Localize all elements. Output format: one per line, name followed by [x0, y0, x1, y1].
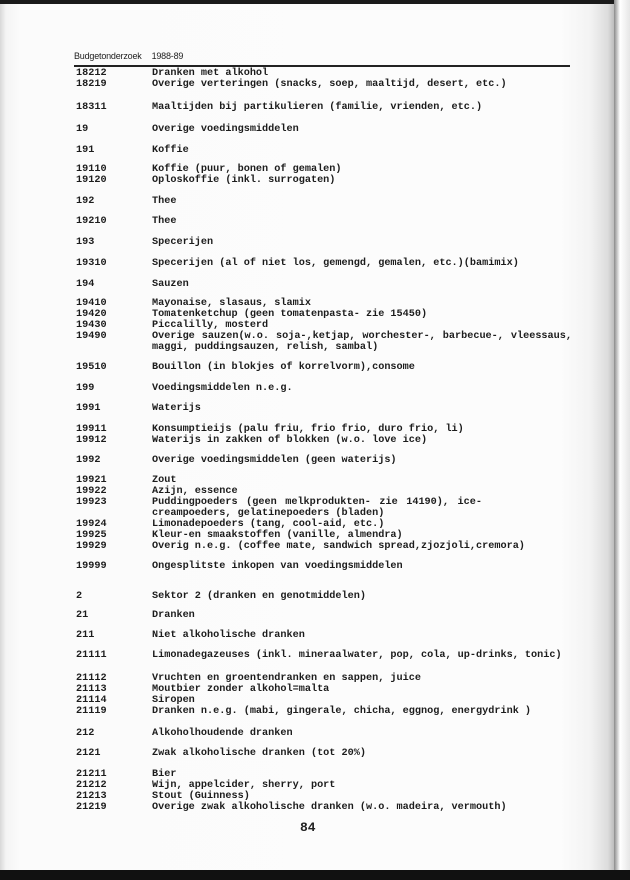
item-code: 2121 — [76, 748, 101, 759]
item-code: 199 — [76, 383, 95, 394]
document-page — [0, 4, 614, 874]
item-description: Moutbier zonder alkohol=malta — [152, 684, 330, 695]
item-description: Thee — [152, 196, 177, 207]
item-code: 194 — [76, 279, 95, 290]
item-description: Siropen — [152, 695, 195, 706]
item-code: 193 — [76, 237, 95, 248]
item-description: Bier — [152, 769, 177, 780]
header-title: Budgetonderzoek — [74, 51, 142, 61]
item-code: 19929 — [76, 541, 107, 552]
item-code: 1991 — [76, 403, 101, 414]
item-description: Dranken n.e.g. (mabi, gingerale, chicha, eggnog, energydrink ) — [152, 706, 532, 717]
item-code: 21119 — [76, 706, 107, 717]
item-description: Piccalilly, mosterd — [152, 320, 269, 331]
item-description: Limonadepoeders (tang, cool-aid, etc.) — [152, 519, 385, 530]
item-description: Kleur-en smaakstoffen (vanille, almendra) — [152, 530, 403, 541]
item-description: Overige voedingsmiddelen (geen waterijs) — [152, 455, 397, 466]
item-description: Sektor 2 (dranken en genotmiddelen) — [152, 591, 366, 602]
item-code: 19924 — [76, 519, 107, 530]
item-description: Zout — [152, 475, 177, 486]
item-code: 2 — [76, 591, 83, 602]
item-code: 18311 — [76, 102, 107, 113]
item-code: 19922 — [76, 486, 107, 497]
item-description: Bouillon (in blokjes of korrelvorm),consome — [152, 362, 415, 373]
item-code: 21211 — [76, 769, 107, 780]
item-description: Vruchten en groentendranken en sappen, juice — [152, 673, 421, 684]
item-code: 21112 — [76, 673, 107, 684]
item-code: 19911 — [76, 424, 107, 435]
item-description: Dranken — [152, 610, 195, 621]
item-description: Dranken met alkohol — [152, 68, 269, 79]
item-description: Stout (Guinness) — [152, 791, 250, 802]
item-description: Puddingpoeders (geen melkprodukten- zie 14190), ice-creampoeders, gelatinepoeders (bladen) — [152, 497, 482, 519]
item-description: Wijn, appelcider, sherry, port — [152, 780, 336, 791]
item-code: 191 — [76, 145, 95, 156]
item-description: Oploskoffie (inkl. surrogaten) — [152, 175, 336, 186]
item-description: Limonadegazeuses (inkl. mineraalwater, pop, cola, up-drinks, tonic) — [152, 650, 562, 661]
item-code: 21111 — [76, 650, 107, 661]
item-code: 19410 — [76, 298, 107, 309]
scan-border — [0, 870, 630, 880]
item-description: Ongesplitste inkopen van voedingsmiddelen — [152, 561, 403, 572]
item-description: Specerijen — [152, 237, 214, 248]
item-description: Sauzen — [152, 279, 189, 290]
item-code: 1992 — [76, 455, 101, 466]
item-description: Waterijs in zakken of blokken (w.o. love ice) — [152, 435, 428, 446]
item-code: 19921 — [76, 475, 107, 486]
item-code: 212 — [76, 728, 95, 739]
item-description: Maaltijden bij partikulieren (familie, vrienden, etc.) — [152, 102, 483, 113]
item-code: 18212 — [76, 68, 107, 79]
item-code: 19310 — [76, 258, 107, 269]
item-code: 19110 — [76, 164, 107, 175]
item-code: 21113 — [76, 684, 107, 695]
item-code: 21 — [76, 610, 89, 621]
item-code: 19510 — [76, 362, 107, 373]
item-description: Overig n.e.g. (coffee mate, sandwich spread,zjozjoli,cremora) — [152, 541, 525, 552]
item-code: 21219 — [76, 802, 107, 813]
item-description: Niet alkoholische dranken — [152, 630, 305, 641]
item-description: Specerijen (al of niet los, gemengd, gemalen, etc.)(bamimix) — [152, 258, 519, 269]
item-code: 19925 — [76, 530, 107, 541]
item-code: 21213 — [76, 791, 107, 802]
item-code: 19912 — [76, 435, 107, 446]
item-code: 19120 — [76, 175, 107, 186]
item-description: Thee — [152, 216, 177, 227]
item-description: Tomatenketchup (geen tomatenpasta- zie 15450) — [152, 309, 428, 320]
running-header — [74, 51, 570, 67]
item-code: 19430 — [76, 320, 107, 331]
item-code: 19 — [76, 124, 89, 135]
item-description: Overige voedingsmiddelen — [152, 124, 299, 135]
item-description: Overige zwak alkoholische dranken (w.o. madeira, vermouth) — [152, 802, 507, 813]
item-description: Zwak alkoholische dranken (tot 20%) — [152, 748, 366, 759]
item-code: 19210 — [76, 216, 107, 227]
item-description: Mayonaise, slasaus, slamix — [152, 298, 311, 309]
item-description: Overige sauzen(w.o. soja-,ketjap, worchester-, barbecue-, vleessaus, maggi, puddingsauzen, relish, sambal) — [152, 331, 572, 353]
item-code: 19490 — [76, 331, 107, 342]
page-number: 84 — [300, 820, 316, 835]
item-code: 192 — [76, 196, 95, 207]
item-description: Koffie — [152, 145, 189, 156]
page-edge — [614, 0, 630, 880]
item-code: 18219 — [76, 79, 107, 90]
item-description: Alkoholhoudende dranken — [152, 728, 293, 739]
item-code: 21114 — [76, 695, 107, 706]
item-description: Azijn, essence — [152, 486, 238, 497]
item-description: Overige verteringen (snacks, soep, maaltijd, desert, etc.) — [152, 79, 507, 90]
item-description: Koffie (puur, bonen of gemalen) — [152, 164, 342, 175]
item-description: Waterijs — [152, 403, 201, 414]
item-description: Voedingsmiddelen n.e.g. — [152, 383, 293, 394]
item-description: Konsumptieijs (palu friu, frio frio, duro frio, li) — [152, 424, 464, 435]
item-code: 211 — [76, 630, 95, 641]
header-year: 1988-89 — [151, 51, 184, 61]
item-code: 19420 — [76, 309, 107, 320]
item-code: 19923 — [76, 497, 107, 508]
item-code: 21212 — [76, 780, 107, 791]
item-code: 19999 — [76, 561, 107, 572]
